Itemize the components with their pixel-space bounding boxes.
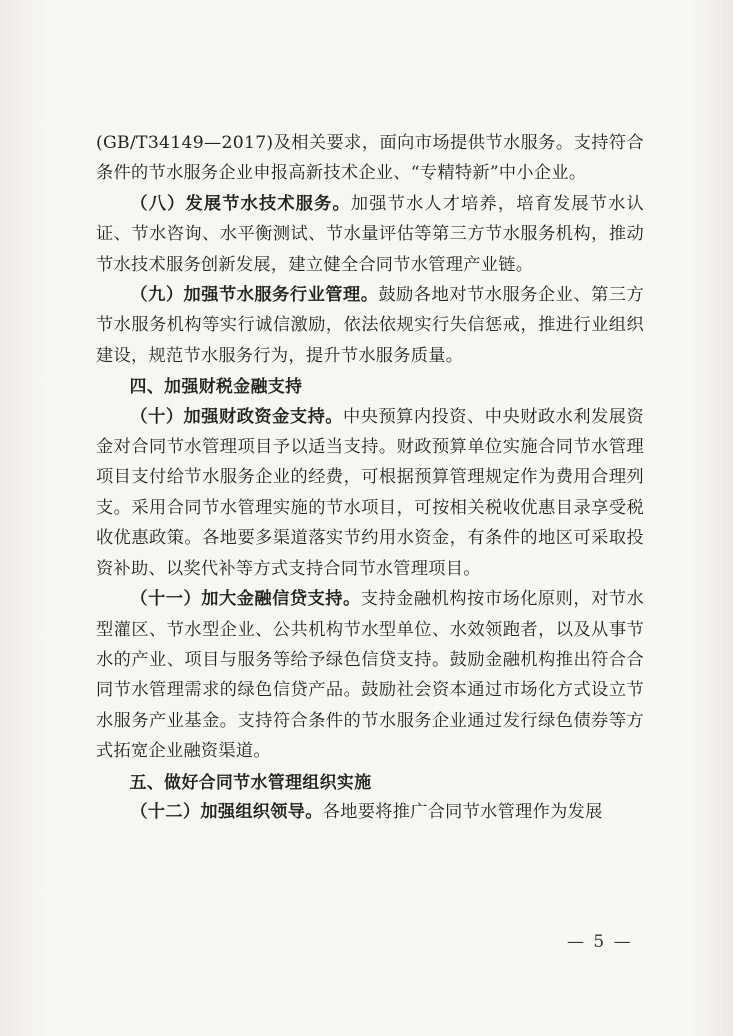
paragraph <box>96 189 644 280</box>
paragraph-lead: （十二）加强组织领导。 <box>130 801 323 822</box>
paragraph <box>96 280 644 371</box>
paragraph-lead: （八）发展节水技术服务。 <box>130 193 351 214</box>
paragraph <box>96 584 644 766</box>
section-heading: 四、加强财税金融支持 <box>129 376 303 397</box>
paragraph-body: 中央预算内投资、中央财政水利发展资金对合同节水管理项目予以适当支持。财政预算单位实施合同节水管理项目支付给节水服务企业的经费，可根据预算管理规定作为费用合理列支。采用合同节水管理实施的节水项目，可按相关税收优惠目录享受税收优惠政策。各地要多渠道落实节约用水资金，有条件的地区可采取投资补助、以奖代补等方式支持合同节水管理项目。 <box>96 406 644 579</box>
paragraph-lead: （十）加强财政资金支持。 <box>130 406 344 427</box>
document-body <box>96 128 644 827</box>
section-heading: 五、做好合同节水管理组织实施 <box>129 771 372 792</box>
paragraph-lead: （十一）加大金融信贷支持。 <box>130 589 361 610</box>
paragraph: (GB/T34149—2017)及相关要求，面向市场提供节水服务。支持符合条件的节水服务企业申报高新技术企业、“专精特新”中小企业。 <box>96 133 644 184</box>
paragraph <box>96 797 644 827</box>
paragraph-body: 鼓励各地对节水服务企业、第三方节水服务机构等实行诚信激励，依法依规实行失信惩戒，推进行业组织建设，规范节水服务行为，提升节水服务质量。 <box>96 285 644 366</box>
paragraph-lead: （九）加强节水服务行业管理。 <box>130 285 379 306</box>
page-number: — 5 — <box>567 932 633 952</box>
paragraph-body: 各地要将推广合同节水管理作为发展 <box>322 801 603 822</box>
paragraph <box>96 402 644 584</box>
paragraph-body: 支持金融机构按市场化原则，对节水型灌区、节水型企业、公共机构节水型单位、水效领跑者，以及从事节水的产业、项目与服务等给予绿色信贷支持。鼓励金融机构推出符合合同节水管理需求的绿色信贷产品。鼓励社会资本通过市场化方式设立节水服务产业基金。支持符合条件的节水服务企业通过发行绿色债券等方式拓宽企业融资渠道。 <box>96 589 644 762</box>
paragraph-body: 加强节水人才培养，培育发展节水认证、节水咨询、水平衡测试、节水量评估等第三方节水服务机构，推动节水技术服务创新发展，建立健全合同节水管理产业链。 <box>96 193 644 275</box>
